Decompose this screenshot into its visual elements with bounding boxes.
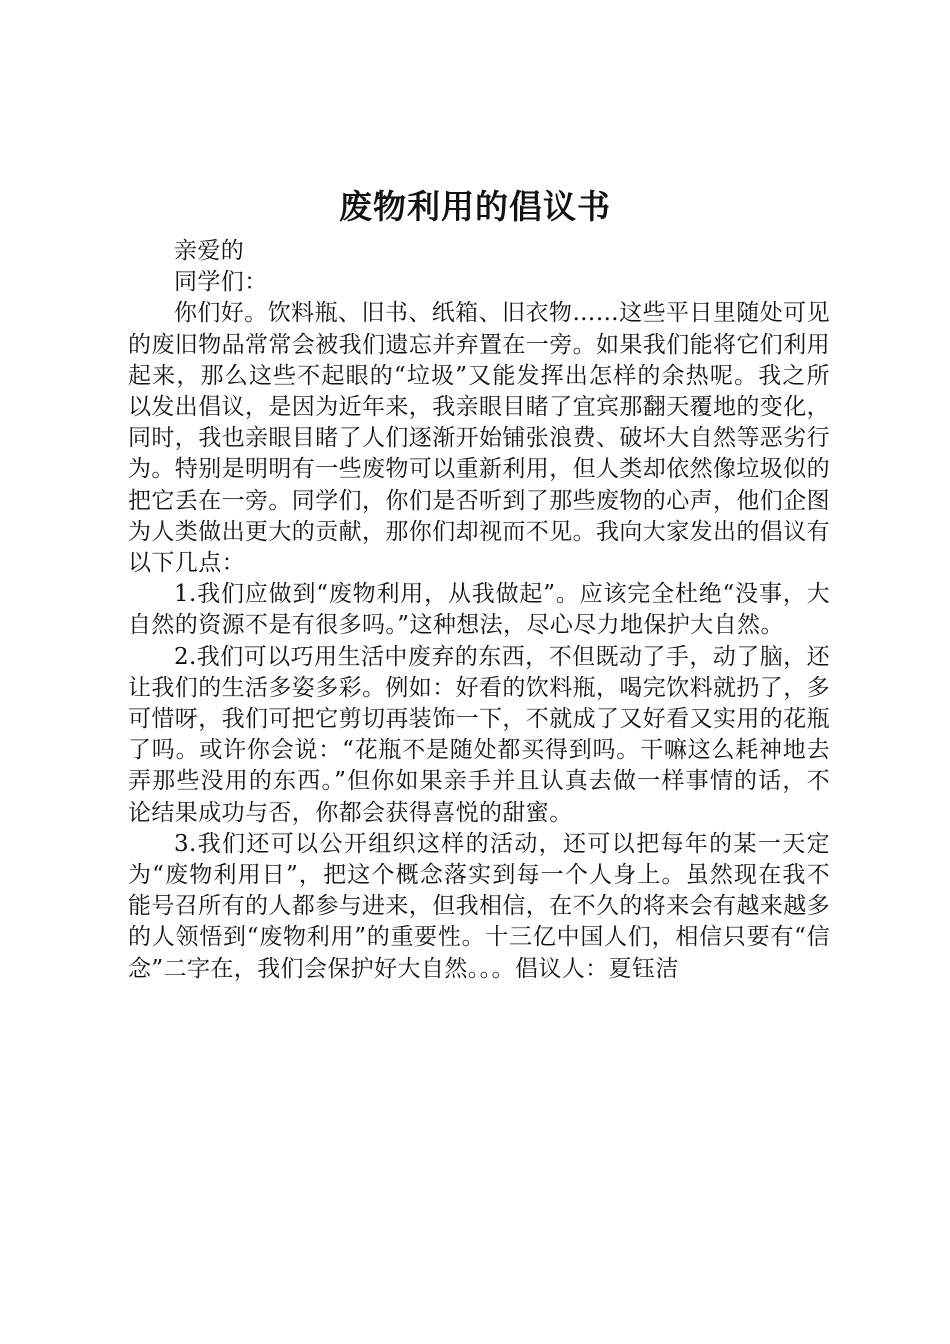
- intro-paragraph: 你们好。饮料瓶、旧书、纸箱、旧衣物……这些平日里随处可见的废旧物品常常会被我们遗忘并弃置在一旁。如果我们能将它们利用起来，那么这些不起眼的“垃圾”又能发挥出怎样的余热呢。我之所以发出倡议，是因为近年来，我亲眼目睹了宜宾那翻天覆地的变化，同时，我也亲眼目睹了人们逐渐开始铺张浪费、破坏大自然等恶劣行为。特别是明明有一些废物可以重新利用，但人类却依然像垃圾似的把它丢在一旁。同学们，你们是否听到了那些废物的心声，他们企图为人类做出更大的贡献，那你们却视而不见。我向大家发出的倡议有以下几点：: [128, 300, 830, 577]
- document-title: 废物利用的倡议书: [339, 187, 611, 226]
- document-body: [128, 236, 830, 985]
- proposal-3-paragraph: 3.我们还可以公开组织这样的活动，还可以把每年的某一天定为“废物利用日”，把这个概念落实到每一个人身上。虽然现在我不能号召所有的人都参与进来，但我相信，在不久的将来会有越来越多的人领悟到“废物利用”的重要性。十三亿中国人们，相信只要有“信念”二字在，我们会保护好大自然。。。倡议人：夏钰洁: [128, 830, 830, 982]
- proposal-1-paragraph: 1.我们应做到“废物利用，从我做起”。应该完全杜绝“没事，大自然的资源不是有很多吗。”这种想法，尽心尽力地保护大自然。: [128, 581, 830, 639]
- salutation-line-1: 亲爱的: [174, 238, 245, 264]
- salutation-line-2: 同学们：: [174, 269, 268, 296]
- proposal-2-paragraph: 2.我们可以巧用生活中废弃的东西，不但既动了手，动了脑，还让我们的生活多姿多彩。例如：好看的饮料瓶，喝完饮料就扔了，多可惜呀，我们可把它剪切再装饰一下，不就成了又好看又实用的花瓶了吗。或许你会说：“花瓶不是随处都买得到吗。干嘛这么耗神地去弄那些没用的东西。”但你如果亲手并且认真去做一样事情的话，不论结果成功与否，你都会获得喜悦的甜蜜。: [128, 643, 830, 826]
